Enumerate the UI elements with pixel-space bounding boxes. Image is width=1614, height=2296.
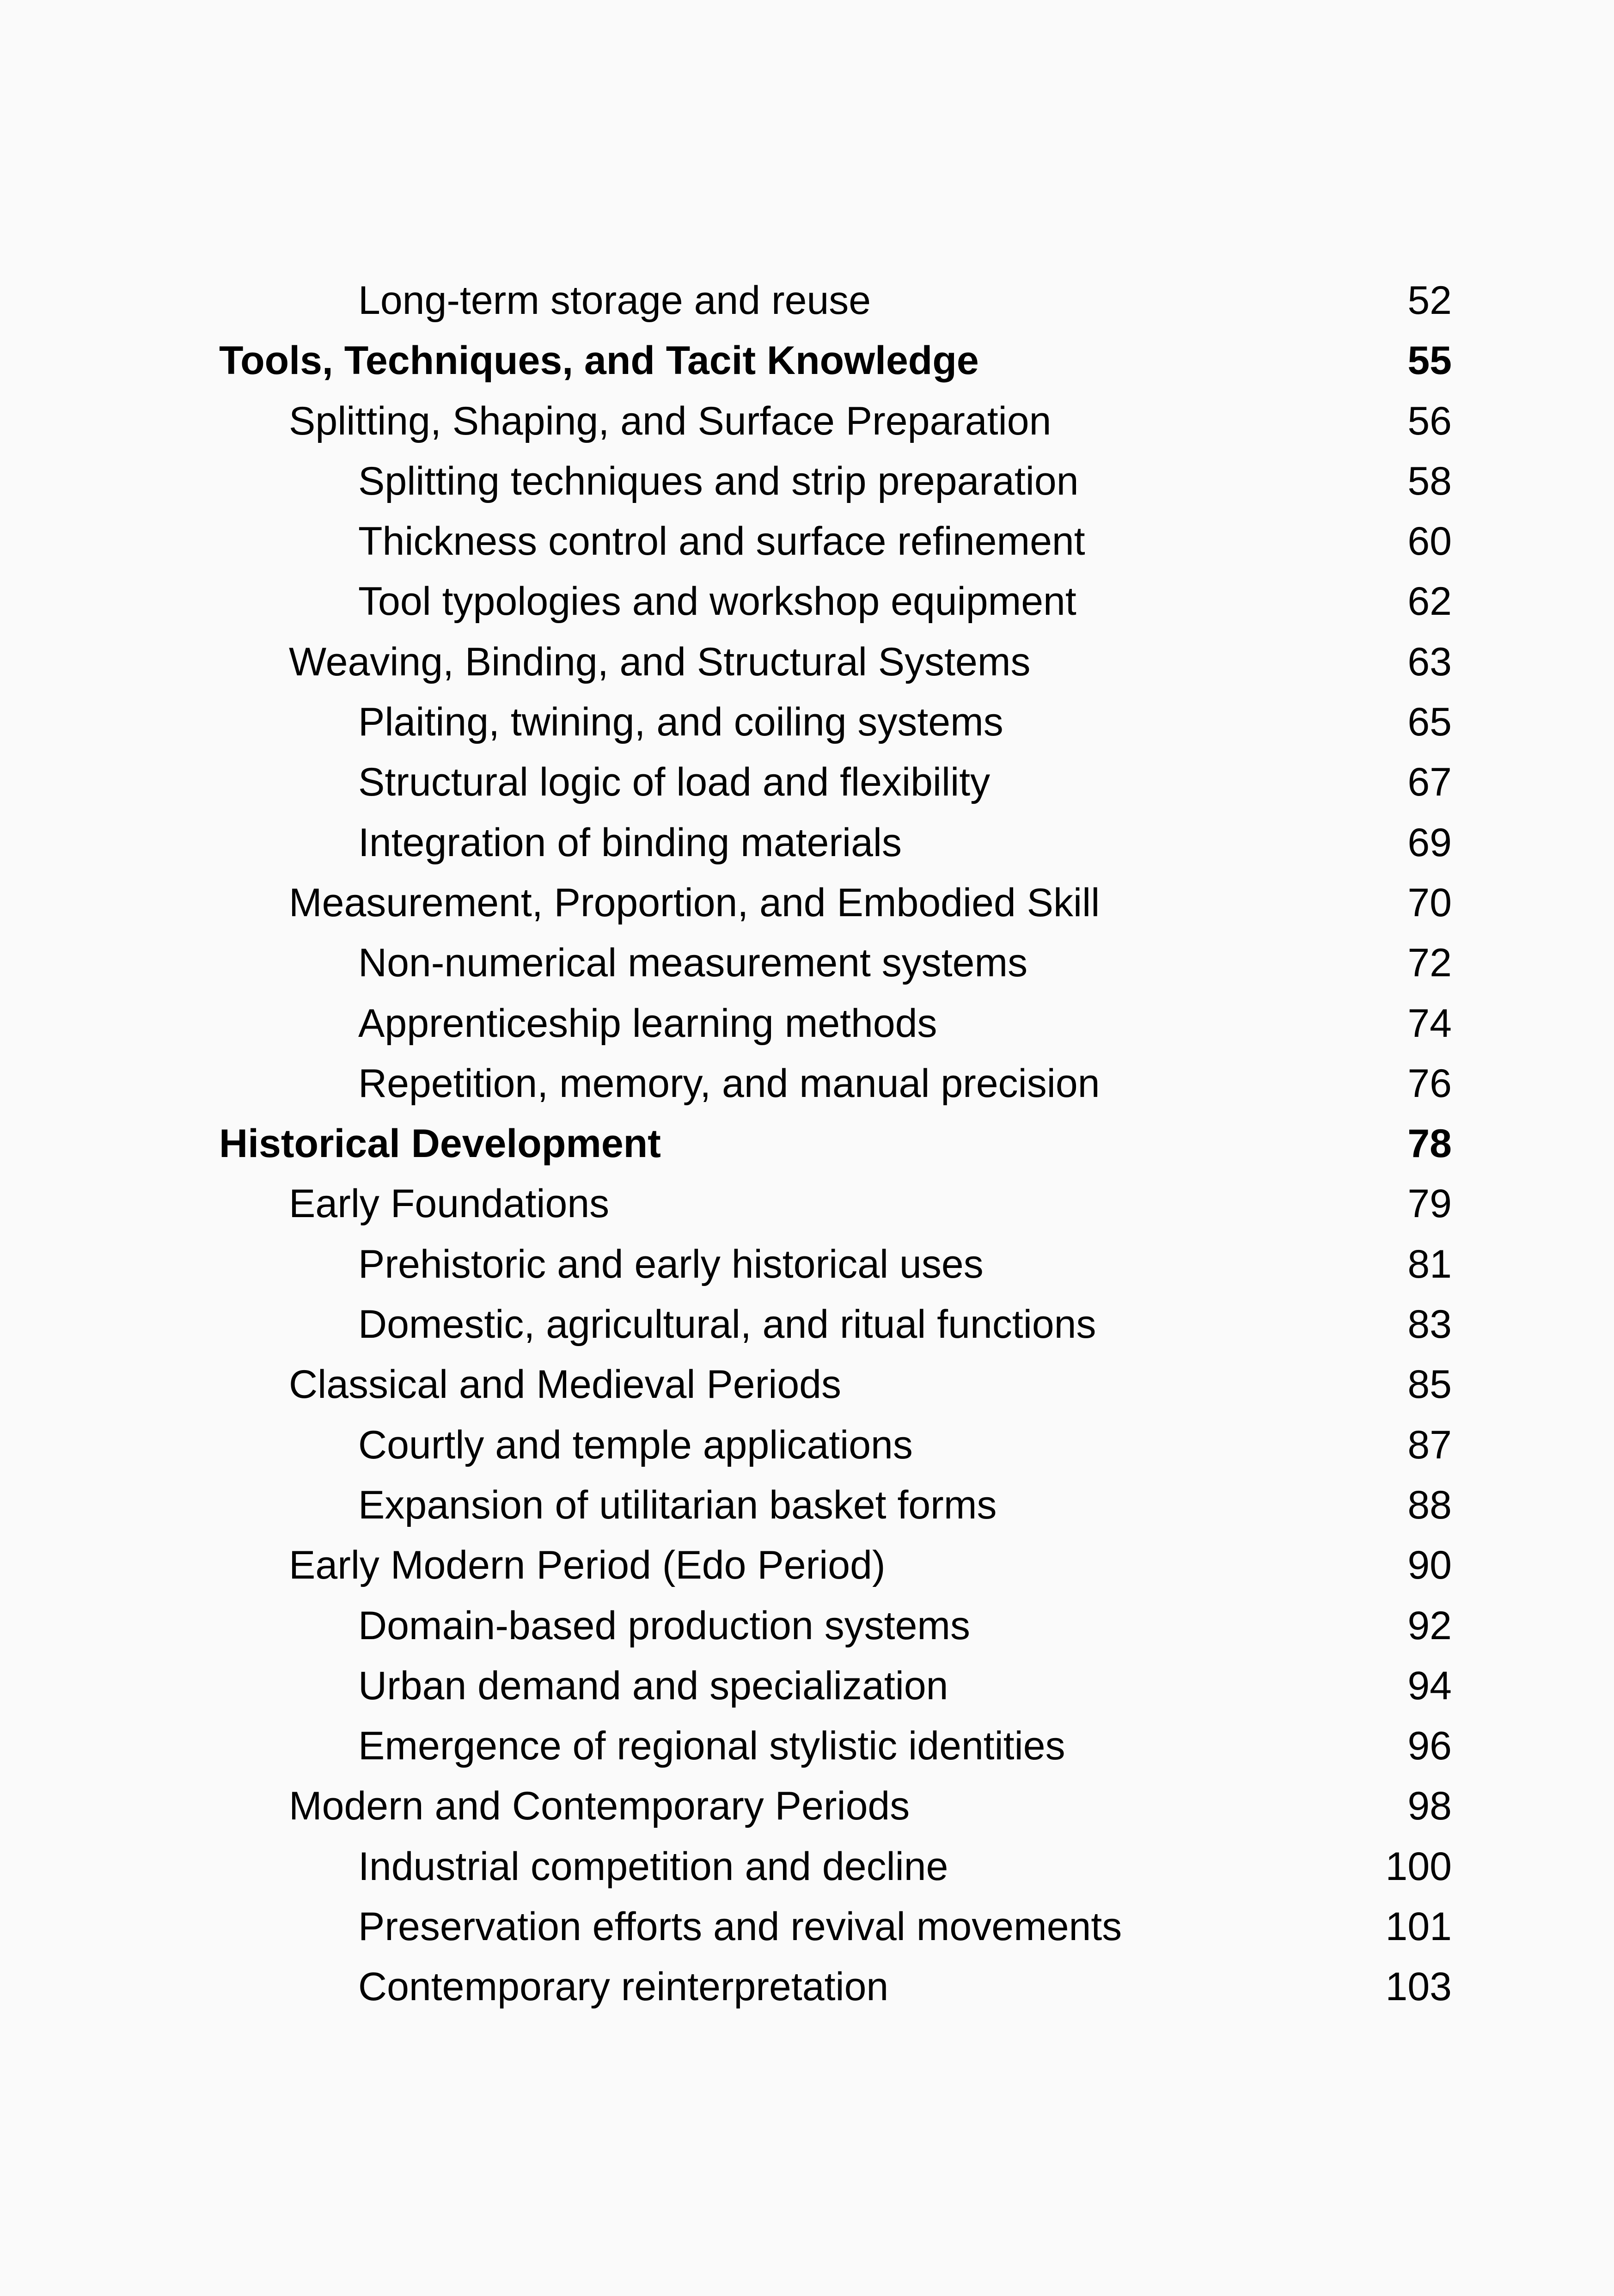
toc-entry-page-number: 60 (1407, 519, 1452, 564)
toc-entry-page-number: 55 (1407, 338, 1452, 383)
toc-entry-title: Expansion of utilitarian basket forms (358, 1482, 997, 1527)
toc-entry-page-number: 90 (1407, 1543, 1452, 1588)
toc-entry-page-number: 100 (1385, 1844, 1452, 1889)
toc-entry-page-number: 85 (1407, 1362, 1452, 1407)
toc-entry-title: Measurement, Proportion, and Embodied Skill (289, 880, 1100, 925)
toc-entry-page-number: 62 (1407, 579, 1452, 624)
toc-section-entry (0, 873, 1614, 933)
toc-section-entry (0, 1174, 1614, 1234)
toc-entry-title: Thickness control and surface refinement (358, 519, 1085, 564)
toc-entry-page-number: 79 (1407, 1182, 1452, 1226)
toc-subsection-entry (0, 1837, 1614, 1897)
toc-subsection-entry (0, 1897, 1614, 1957)
toc-entry-title: Domain-based production systems (358, 1603, 971, 1648)
toc-entry-title: Emergence of regional stylistic identities (358, 1724, 1065, 1769)
toc-entry-page-number: 72 (1407, 941, 1452, 986)
toc-entry-title: Early Foundations (289, 1182, 610, 1226)
toc-entry-page-number: 83 (1407, 1302, 1452, 1347)
toc-subsection-entry (0, 1053, 1614, 1114)
toc-entry-page-number: 98 (1407, 1784, 1452, 1829)
toc-section-entry (0, 1354, 1614, 1414)
toc-subsection-entry (0, 1475, 1614, 1535)
toc-entry-page-number: 103 (1385, 1965, 1452, 2009)
toc-entry-page-number: 76 (1407, 1061, 1452, 1106)
toc-entry-title: Domestic, agricultural, and ritual functions (358, 1302, 1096, 1347)
toc-section-entry (0, 632, 1614, 692)
toc-chapter-entry (0, 331, 1614, 391)
toc-entry-page-number: 92 (1407, 1603, 1452, 1648)
toc-entry-page-number: 88 (1407, 1482, 1452, 1527)
toc-entry-title: Repetition, memory, and manual precision (358, 1061, 1100, 1106)
toc-section-entry (0, 1535, 1614, 1595)
toc-entry-title: Tool typologies and workshop equipment (358, 579, 1076, 624)
toc-subsection-entry (0, 270, 1614, 331)
toc-subsection-entry (0, 511, 1614, 571)
toc-entry-page-number: 87 (1407, 1422, 1452, 1467)
toc-subsection-entry (0, 993, 1614, 1053)
toc-entry-page-number: 74 (1407, 1001, 1452, 1046)
toc-entry-title: Tools, Techniques, and Tacit Knowledge (219, 338, 979, 383)
toc-chapter-entry (0, 1114, 1614, 1174)
toc-entry-page-number: 58 (1407, 459, 1452, 503)
toc-entry-page-number: 96 (1407, 1724, 1452, 1769)
toc-entry-page-number: 101 (1385, 1904, 1452, 1949)
toc-entry-title: Splitting techniques and strip preparation (358, 459, 1079, 503)
toc-entry-title: Classical and Medieval Periods (289, 1362, 842, 1407)
toc-subsection-entry (0, 1957, 1614, 2017)
toc-entry-page-number: 69 (1407, 820, 1452, 865)
toc-entry-title: Urban demand and specialization (358, 1663, 948, 1708)
toc-entry-page-number: 52 (1407, 278, 1452, 323)
toc-subsection-entry (0, 933, 1614, 993)
toc-entry-page-number: 81 (1407, 1242, 1452, 1286)
toc-entry-title: Structural logic of load and flexibility (358, 760, 990, 805)
toc-entry-title: Early Modern Period (Edo Period) (289, 1543, 886, 1588)
toc-entry-title: Prehistoric and early historical uses (358, 1242, 984, 1286)
toc-entry-page-number: 63 (1407, 639, 1452, 684)
toc-subsection-entry (0, 1234, 1614, 1294)
toc-entry-title: Historical Development (219, 1121, 661, 1166)
toc-subsection-entry (0, 692, 1614, 752)
toc-entry-title: Courtly and temple applications (358, 1422, 913, 1467)
toc-subsection-entry (0, 451, 1614, 511)
toc-entry-title: Plaiting, twining, and coiling systems (358, 700, 1003, 745)
toc-entry-title: Weaving, Binding, and Structural Systems (289, 639, 1031, 684)
toc-entry-title: Non-numerical measurement systems (358, 941, 1028, 986)
toc-entry-title: Splitting, Shaping, and Surface Preparation (289, 398, 1052, 443)
toc-entry-page-number: 78 (1407, 1121, 1452, 1166)
toc-entry-page-number: 56 (1407, 398, 1452, 443)
toc-entry-title: Contemporary reinterpretation (358, 1965, 889, 2009)
toc-entry-title: Industrial competition and decline (358, 1844, 948, 1889)
toc-entry-page-number: 70 (1407, 880, 1452, 925)
toc-subsection-entry (0, 1656, 1614, 1716)
toc-entry-page-number: 65 (1407, 700, 1452, 745)
toc-subsection-entry (0, 813, 1614, 873)
toc-section-entry (0, 391, 1614, 451)
toc-subsection-entry (0, 1716, 1614, 1776)
toc-entry-title: Long-term storage and reuse (358, 278, 871, 323)
toc-subsection-entry (0, 1415, 1614, 1475)
toc-section-entry (0, 1776, 1614, 1836)
toc-entry-page-number: 67 (1407, 760, 1452, 805)
toc-entry-title: Preservation efforts and revival movements (358, 1904, 1122, 1949)
toc-subsection-entry (0, 1294, 1614, 1354)
toc-entry-page-number: 94 (1407, 1663, 1452, 1708)
toc-subsection-entry (0, 571, 1614, 631)
toc-subsection-entry (0, 1596, 1614, 1656)
toc-entry-title: Modern and Contemporary Periods (289, 1784, 910, 1829)
toc-entry-title: Apprenticeship learning methods (358, 1001, 937, 1046)
toc-subsection-entry (0, 752, 1614, 812)
toc-entry-title: Integration of binding materials (358, 820, 902, 865)
table-of-contents (0, 270, 1614, 2017)
